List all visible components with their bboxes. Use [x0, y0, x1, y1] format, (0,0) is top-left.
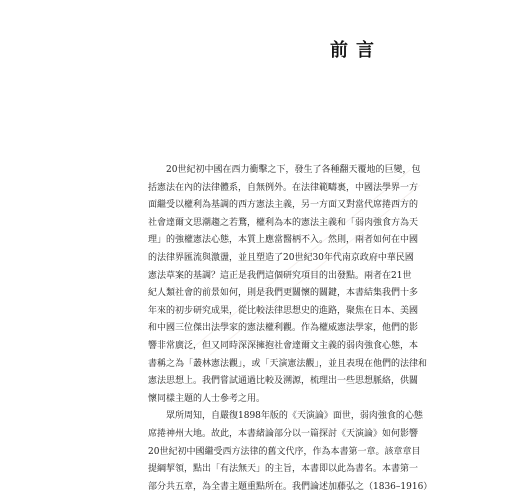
text-line: 20世紀初中國在西力衝擊之下，發生了各種翻天覆地的巨變，包 — [166, 165, 421, 175]
text-line: 席捲神州大地。故此，本書緒論部分以一篇探討《天演論》如何影響 — [148, 428, 419, 439]
text-line: 部分共五章，為全書主題重點所在。我們論述加藤弘之（1836–1916） — [148, 481, 433, 492]
text-line: 憲法草案的基調？這正是我們這個研究項目的出發點。兩者在21世 — [148, 270, 412, 281]
text-line: 括憲法在內的法律體系，自無例外。在法律範疇裏，中國法學界一方 — [148, 182, 419, 193]
text-line: 響非常廣泛，但又同時深深擁抱社會達爾文主義的弱肉強食心態，本 — [148, 340, 419, 351]
text-line: 紀人類社會的前景如何，則是我們更關懷的關鍵，本書結集我們十多 — [148, 288, 419, 299]
text-line: 理」的強權憲法心態，本質上應當醫柄不入。然則，兩者如何在中國 — [148, 235, 419, 246]
text-line: 憲法思想上。我們嘗試通過比較及溯源，梳理出一些思想脈絡，供關 — [148, 376, 419, 387]
preface-body — [148, 162, 433, 496]
text-line: 懷同樣主題的人士參考之用。 — [148, 393, 266, 404]
text-line: 的法律界匯流與激盪，並且塑造了20世紀30年代南京政府中華民國 — [148, 252, 414, 263]
text-line: 面繼受以權利為基調的西方憲法主義，另一方面又對當代席捲西方的 — [148, 200, 419, 211]
text-line: 和中國三位傑出法學家的憲法權利觀。作為權威憲法學家，他們的影 — [148, 323, 419, 334]
text-line: 年來的初步研究成果，從比較法律思想史的進路，聚焦在日本、美國 — [148, 305, 419, 316]
paragraph-2 — [148, 408, 433, 496]
text-line: 書稱之為「叢林憲法觀」，或「天演憲法觀」，並且表現在他們的法律和 — [148, 358, 428, 369]
page-title: 前言 — [330, 40, 382, 61]
text-line: 提綱挈領，點出「有法無天」的主旨，本書即以此為書名。本書第一 — [148, 464, 419, 475]
text-line: 眾所周知，自嚴復1898年版的《天演論》面世，弱肉強食的心態 — [166, 411, 423, 422]
paragraph-1 — [148, 162, 428, 408]
text-line: 社會達爾文思潮趨之若鶩，權利為本的憲法主義和「弱肉強食方為天 — [148, 217, 419, 228]
text-line: 20世紀初中國繼受西方法律的舊文代序，作為本書第一章。該章章目 — [148, 446, 421, 457]
